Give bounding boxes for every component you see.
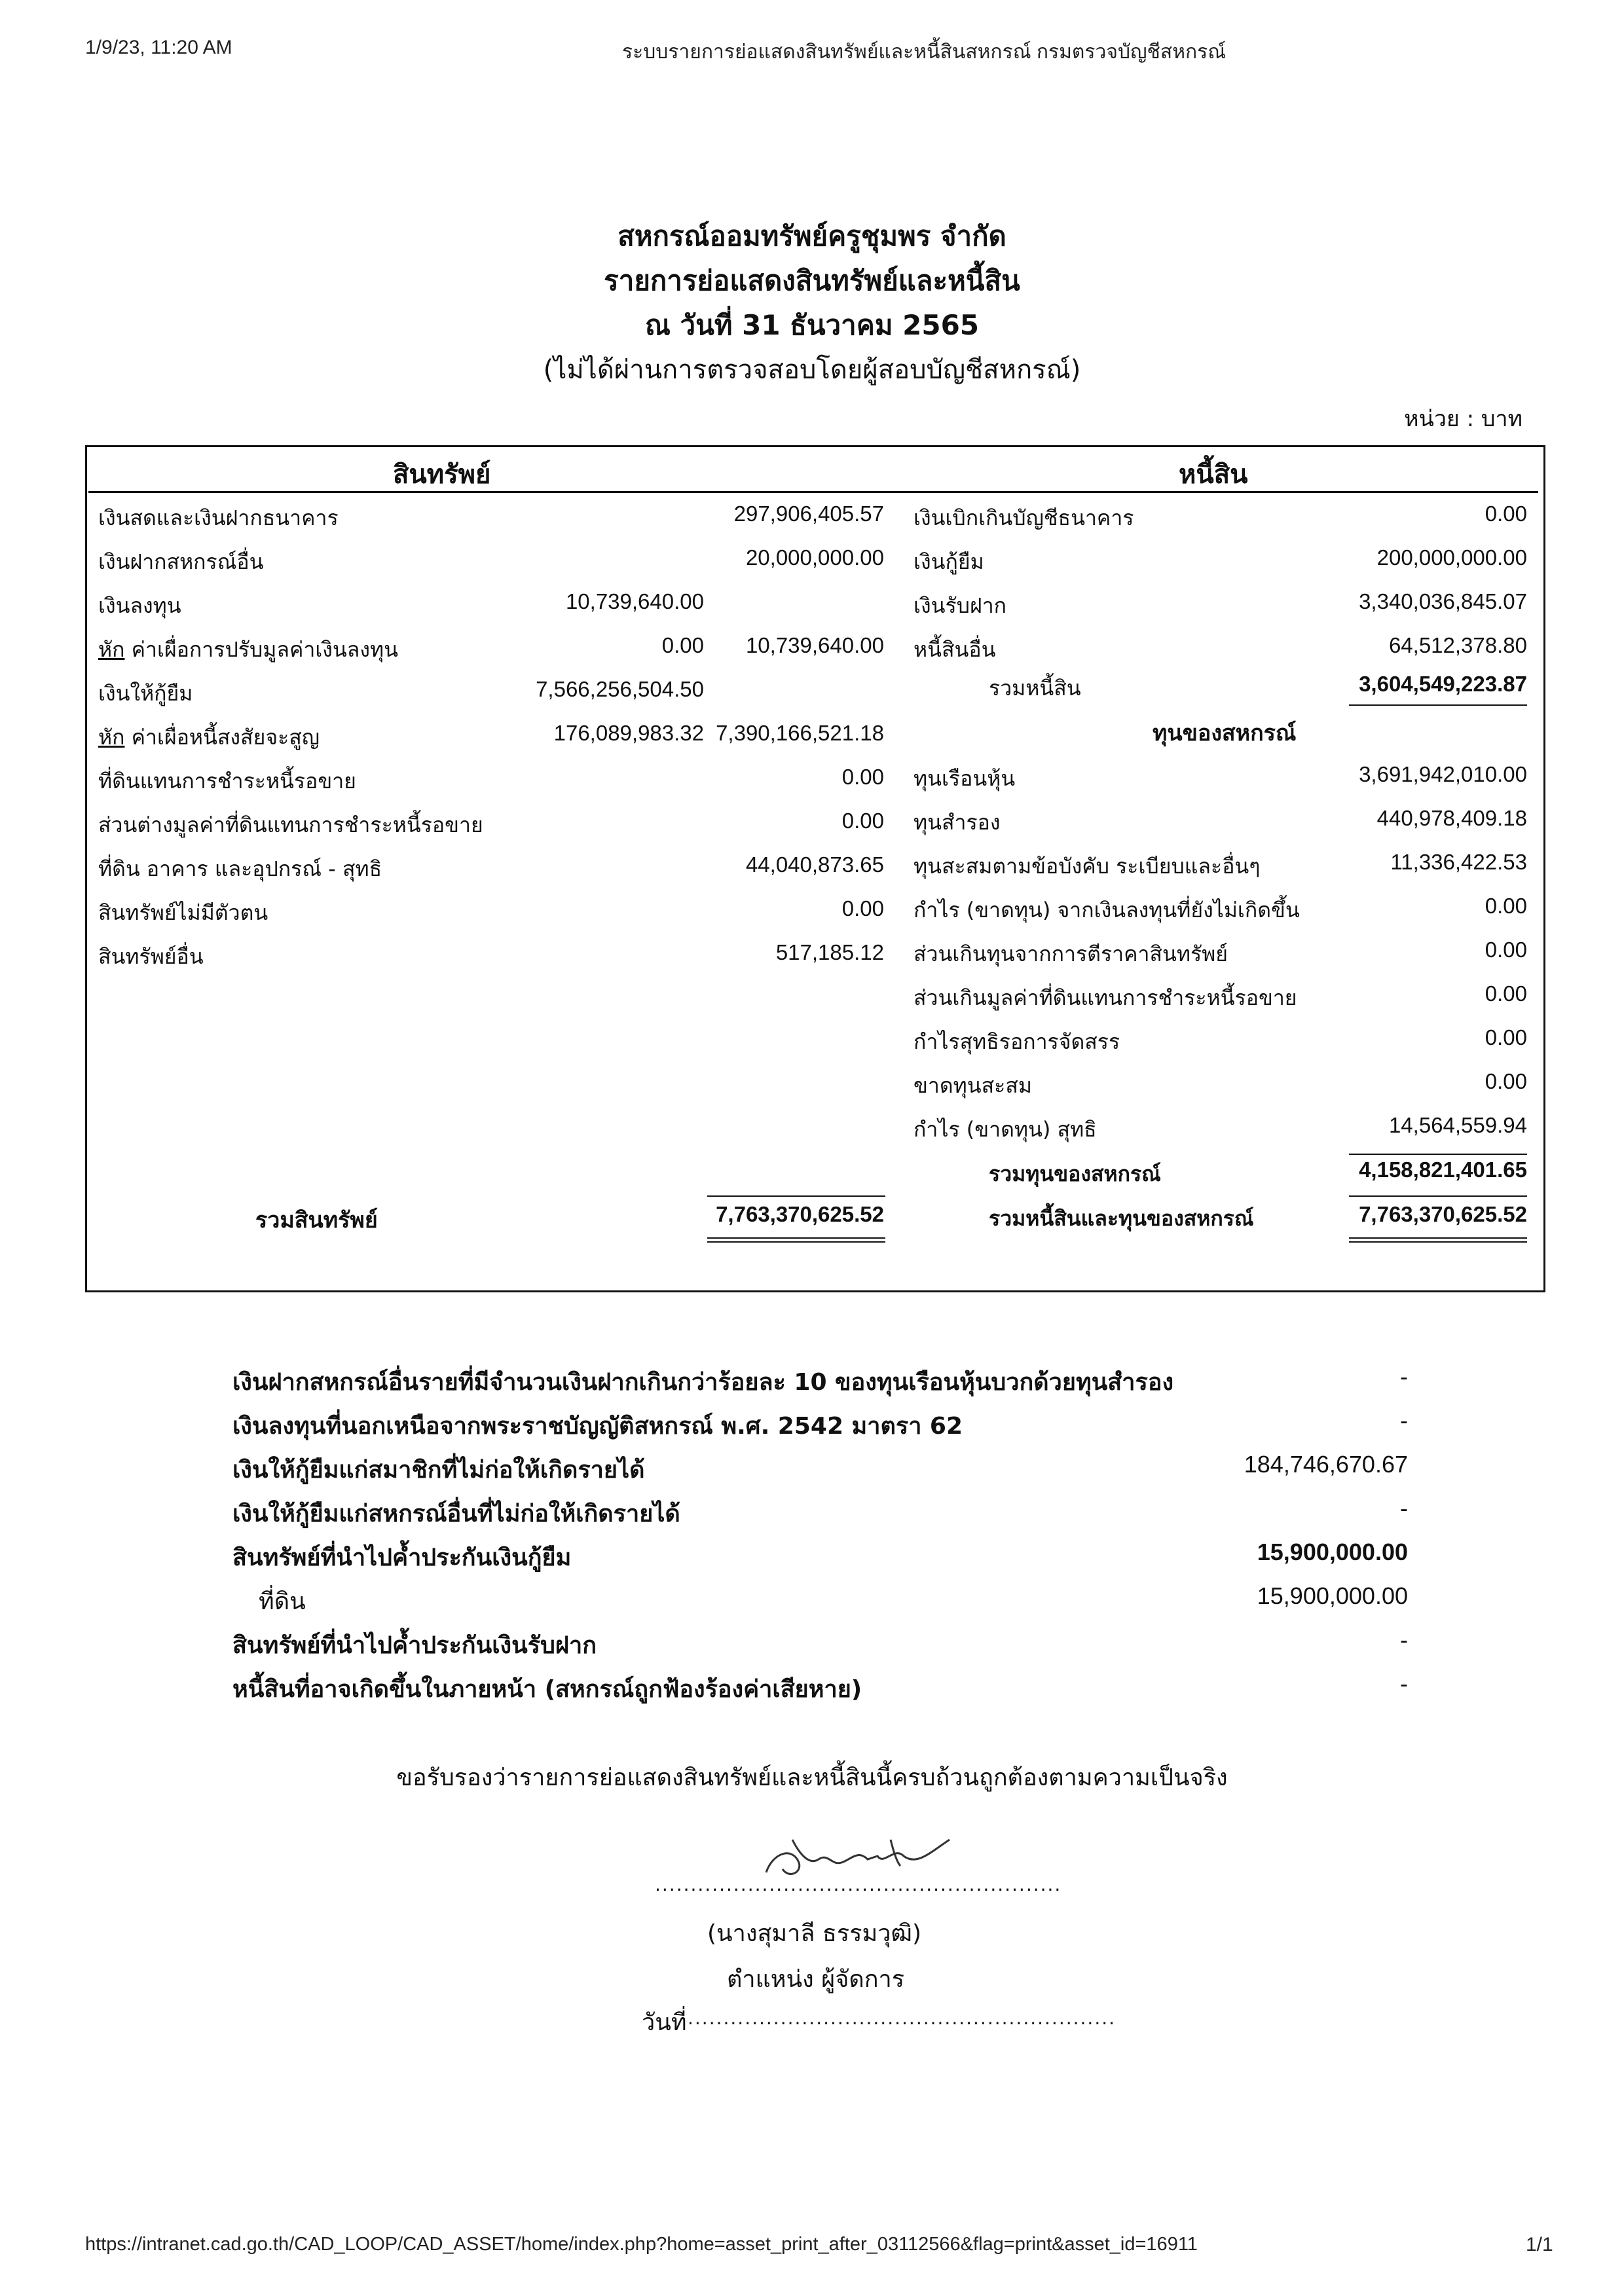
disclosure-value: 15,900,000.00 bbox=[1257, 1582, 1408, 1609]
asset-label-text: เงินให้กู้ยืม bbox=[98, 681, 193, 706]
asset-label-text: เงินฝากสหกรณ์อื่น bbox=[98, 549, 264, 574]
equity-row-label: กำไร (ขาดทุน) จากเงินลงทุนที่ยังไม่เกิดขึ้น bbox=[913, 898, 1300, 922]
asset-label-text: ที่ดินแทนการชำระหนี้รอขาย bbox=[98, 769, 356, 793]
disclosure-label: หนี้สินที่อาจเกิดขึ้นในภายหน้า (สหกรณ์ถูกฟ้องร้องค่าเสียหาย) bbox=[232, 1676, 862, 1703]
asset-label-text: สินทรัพย์ไม่มีตัวตน bbox=[98, 900, 268, 925]
liability-row-label: หนี้สินอื่น bbox=[913, 637, 996, 662]
equity-row-value: 3,691,942,010.00 bbox=[1359, 762, 1527, 786]
asset-row-label bbox=[98, 501, 339, 535]
asset-label-text: เงินสดและเงินฝากธนาคาร bbox=[98, 505, 339, 530]
equity-total-overline bbox=[1349, 1154, 1527, 1155]
equity-row-label: ขาดทุนสะสม bbox=[913, 1073, 1032, 1098]
print-page-title: ระบบรายการย่อแสดงสินทรัพย์และหนี้สินสหกรณ์ กรมตรวจบัญชีสหกรณ์ bbox=[622, 41, 1227, 63]
asset-row-value: 10,739,640.00 bbox=[745, 633, 884, 657]
disclosure-label: เงินให้กู้ยืมแก่สหกรณ์อื่นที่ไม่ก่อให้เกิดรายได้ bbox=[232, 1501, 680, 1527]
deduct-prefix: หัก bbox=[98, 725, 125, 750]
equity-heading: ทุนของสหกรณ์ bbox=[1153, 720, 1297, 746]
disclosure-value: - bbox=[1400, 1495, 1408, 1522]
disclosure-label: เงินลงทุนที่นอกเหนือจากพระราชบัญญัติสหกรณ์ พ.ศ. 2542 มาตรา 62 bbox=[232, 1413, 963, 1440]
audit-note: (ไม่ได้ผ่านการตรวจสอบโดยผู้สอบบัญชีสหกรณ์) bbox=[543, 355, 1081, 385]
equity-row-value: 11,336,422.53 bbox=[1390, 850, 1527, 874]
asset-row-label bbox=[98, 545, 264, 579]
liabilities-total-underline bbox=[1349, 704, 1527, 706]
liabilities-heading: หนี้สิน bbox=[1179, 460, 1248, 490]
disclosure-label: ที่ดิน bbox=[259, 1588, 306, 1615]
liability-row-value: 0.00 bbox=[1485, 501, 1527, 526]
equity-total-value: 4,158,821,401.65 bbox=[1359, 1157, 1527, 1182]
asset-row-label bbox=[98, 721, 320, 754]
asset-row-label bbox=[98, 765, 356, 798]
liability-row-label: เงินเบิกเกินบัญชีธนาคาร bbox=[913, 505, 1134, 530]
asset-label-text: สินทรัพย์อื่น bbox=[98, 944, 204, 969]
liability-row-value: 200,000,000.00 bbox=[1376, 545, 1527, 570]
asset-row-label bbox=[98, 677, 193, 710]
asset-row-value: 20,000,000.00 bbox=[745, 545, 884, 570]
assets-total-value: 7,763,370,625.52 bbox=[716, 1202, 884, 1226]
disclosure-label: สินทรัพย์ที่นำไปค้ำประกันเงินรับฝาก bbox=[232, 1632, 597, 1659]
disclosure-value: - bbox=[1400, 1363, 1408, 1390]
asset-row-subvalue: 176,089,983.32 bbox=[553, 721, 704, 745]
disclosure-label: เงินให้กู้ยืมแก่สมาชิกที่ไม่ก่อให้เกิดรายได้ bbox=[232, 1457, 645, 1484]
disclosure-value: - bbox=[1400, 1407, 1408, 1434]
asset-row-value: 0.00 bbox=[841, 765, 884, 789]
asset-row-label bbox=[98, 852, 382, 886]
liabilities-total-label: รวมหนี้สิน bbox=[989, 676, 1081, 701]
asset-row-value: 0.00 bbox=[841, 809, 884, 833]
asset-label-text: ส่วนต่างมูลค่าที่ดินแทนการชำระหนี้รอขาย bbox=[98, 812, 483, 837]
equity-row-value: 14,564,559.94 bbox=[1388, 1113, 1527, 1137]
asset-row-value: 517,185.12 bbox=[775, 940, 884, 964]
assets-heading: สินทรัพย์ bbox=[393, 460, 491, 490]
grand-total-value: 7,763,370,625.52 bbox=[1359, 1202, 1527, 1226]
deduct-prefix: หัก bbox=[98, 637, 125, 662]
certification-statement: ขอรับรองว่ารายการย่อแสดงสินทรัพย์และหนี้สินนี้ครบถ้วนถูกต้องตามความเป็นจริง bbox=[396, 1764, 1228, 1791]
doc-title: รายการย่อแสดงสินทรัพย์และหนี้สิน bbox=[604, 264, 1020, 297]
equity-row-value: 0.00 bbox=[1485, 981, 1527, 1006]
date-line: ............................................................ bbox=[688, 2007, 1116, 2029]
signature-line: ......................................................... bbox=[655, 1874, 1062, 1895]
date-label: วันที่ bbox=[642, 2009, 687, 2036]
print-datetime: 1/9/23, 11:20 AM bbox=[85, 37, 232, 58]
equity-row-value: 0.00 bbox=[1485, 894, 1527, 918]
liability-row-label: เงินรับฝาก bbox=[913, 593, 1007, 618]
org-name: สหกรณ์ออมทรัพย์ครูชุมพร จำกัด bbox=[618, 220, 1006, 252]
equity-row-label: ส่วนเกินมูลค่าที่ดินแทนการชำระหนี้รอขาย bbox=[913, 985, 1297, 1010]
asset-row-value: 297,906,405.57 bbox=[733, 501, 884, 526]
asset-row-value: 0.00 bbox=[841, 896, 884, 920]
equity-row-label: กำไรสุทธิรอการจัดสรร bbox=[913, 1029, 1120, 1054]
grand-total-underline-1 bbox=[1349, 1237, 1527, 1239]
asset-label-text: ที่ดิน อาคาร และอุปกรณ์ - สุทธิ bbox=[98, 856, 382, 881]
equity-row-value: 0.00 bbox=[1485, 938, 1527, 962]
assets-total-underline-1 bbox=[707, 1237, 885, 1239]
liability-row-label: เงินกู้ยืม bbox=[913, 549, 984, 574]
grand-total-underline-2 bbox=[1349, 1241, 1527, 1243]
equity-row-label: ทุนสะสมตามข้อบังคับ ระเบียบและอื่นๆ bbox=[913, 854, 1261, 879]
disclosure-value: - bbox=[1400, 1626, 1408, 1653]
liabilities-total-value: 3,604,549,223.87 bbox=[1359, 672, 1527, 696]
print-url: https://intranet.cad.go.th/CAD_LOOP/CAD_ASSET/home/index.php?home=asset_print_after_03112566&flag=print&asset_id=16911 bbox=[85, 2234, 1198, 2255]
liability-row-value: 3,340,036,845.07 bbox=[1359, 589, 1527, 613]
equity-row-value: 0.00 bbox=[1485, 1025, 1527, 1049]
disclosure-label: สินทรัพย์ที่นำไปค้ำประกันเงินกู้ยืม bbox=[232, 1544, 572, 1571]
asset-row-subvalue: 10,739,640.00 bbox=[565, 589, 704, 613]
equity-row-label: ส่วนเกินทุนจากการตีราคาสินทรัพย์ bbox=[913, 941, 1228, 966]
assets-total-overline bbox=[707, 1195, 885, 1197]
asset-row-subvalue: 0.00 bbox=[661, 633, 704, 657]
equity-row-label: กำไร (ขาดทุน) สุทธิ bbox=[913, 1117, 1097, 1142]
header-divider bbox=[88, 491, 1538, 493]
asset-label-text: ค่าเผื่อหนี้สงสัยจะสูญ bbox=[124, 725, 320, 750]
liability-row-value: 64,512,378.80 bbox=[1388, 633, 1527, 657]
equity-total-label: รวมทุนของสหกรณ์ bbox=[989, 1161, 1161, 1186]
signer-position: ตำแหน่ง ผู้จัดการ bbox=[727, 1966, 905, 1993]
print-page-number: 1/1 bbox=[1526, 2234, 1553, 2255]
equity-row-value: 440,978,409.18 bbox=[1376, 806, 1527, 830]
equity-row-label: ทุนเรือนหุ้น bbox=[913, 766, 1016, 791]
assets-total-label: รวมสินทรัพย์ bbox=[255, 1207, 378, 1233]
unit-label: หน่วย : บาท bbox=[1404, 406, 1522, 432]
asset-row-label bbox=[98, 896, 268, 930]
equity-row-value: 0.00 bbox=[1485, 1069, 1527, 1093]
disclosure-value: - bbox=[1400, 1670, 1408, 1697]
equity-row-label: ทุนสำรอง bbox=[913, 810, 1001, 835]
asset-row-value: 7,390,166,521.18 bbox=[716, 721, 884, 745]
asset-row-subvalue: 7,566,256,504.50 bbox=[536, 677, 704, 701]
asset-row-label bbox=[98, 633, 398, 666]
asset-row-value: 44,040,873.65 bbox=[745, 852, 884, 877]
doc-date: ณ วันที่ 31 ธันวาคม 2565 bbox=[644, 309, 980, 341]
asset-label-text: ค่าเผื่อการปรับมูลค่าเงินลงทุน bbox=[124, 637, 398, 662]
disclosure-value: 15,900,000.00 bbox=[1257, 1539, 1408, 1565]
asset-row-label bbox=[98, 809, 483, 842]
grand-total-label: รวมหนี้สินและทุนของสหกรณ์ bbox=[989, 1206, 1254, 1231]
assets-total-underline-2 bbox=[707, 1241, 885, 1243]
disclosure-value: 184,746,670.67 bbox=[1244, 1451, 1408, 1478]
asset-label-text: เงินลงทุน bbox=[98, 593, 181, 618]
disclosure-label: เงินฝากสหกรณ์อื่นรายที่มีจำนวนเงินฝากเกินกว่าร้อยละ 10 ของทุนเรือนหุ้นบวกด้วยทุนสำรอง bbox=[232, 1369, 1174, 1396]
signer-name: (นางสุมาลี ธรรมวุฒิ) bbox=[707, 1920, 922, 1947]
asset-row-label bbox=[98, 940, 204, 974]
asset-row-label bbox=[98, 589, 181, 623]
grand-total-overline bbox=[1349, 1195, 1527, 1197]
